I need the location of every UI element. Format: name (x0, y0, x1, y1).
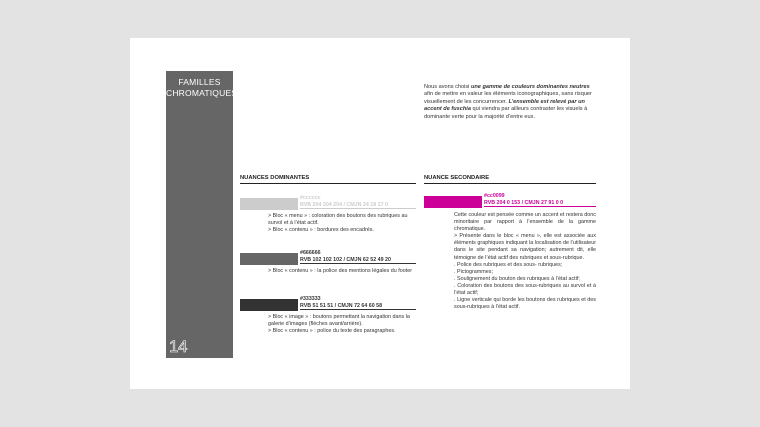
swatch-mid-desc-1: > Bloc « contenu » : la police des mentions légales du footer (268, 268, 412, 274)
swatch-light-desc (268, 213, 416, 234)
section-title-line2: CHROMATIQUES (166, 88, 238, 98)
swatch-light-desc-1: > Bloc « menu » : coloration des boutons des rubriques au survol et à l’état actif. (268, 213, 408, 227)
accent-desc-2: > Présente dans le bloc « menu », elle est associée aux éléments graphiques indiquant la localisation de l’utilisateur dans le site pendant sa navigation; autrement dit, elle témoigne de l’état actif des rubriques et sous-rubrique. (454, 233, 596, 261)
accent-desc-1: Cette couleur est pensée comme un accent et restera donc minoritaire par rapport à l’ensemble de la gamme chromatique. (454, 212, 596, 233)
swatch-dark-desc-2: > Bloc « contenu » : police du texte des paragraphes. (268, 328, 396, 335)
swatch-light-desc-2: > Bloc « contenu » : bordures des encadrés. (268, 227, 374, 234)
document-page (130, 38, 630, 389)
heading-secondary: NUANCE SECONDAIRE (424, 175, 596, 184)
swatch-accent (424, 196, 482, 208)
swatch-dark-desc-1: > Bloc « image » : boutons permettant la navigation dans la galerie d’images (flèches avant/arrière). (268, 314, 410, 328)
intro-text-2: afin de mettre en valeur les éléments iconographiques, sans risquer visuellement de les concurrencer. (424, 91, 592, 105)
section-title (166, 77, 238, 99)
swatch-dark (240, 299, 298, 311)
swatch-light-codes (300, 195, 416, 209)
swatch-light (240, 198, 298, 210)
swatch-light-block (240, 195, 416, 255)
swatch-dark-block (240, 296, 416, 356)
heading-dominant: NUANCES DOMINANTES (240, 175, 416, 184)
intro-text-1: Nous avons choisi (424, 84, 471, 90)
swatch-accent-values: RVB 204 0 153 / CMJN 27 91 0 0 (484, 199, 564, 206)
swatch-mid-hex: #666666 (300, 250, 321, 256)
accent-desc-6: . Coloration des boutons des sous-rubriques au survol et à l’état actif; (454, 282, 596, 297)
swatch-light-values: RVB 204 204 204 / CMJN 24 18 17 0 (300, 201, 388, 208)
page-number: 14 (169, 337, 187, 356)
intro-bold-1: une gamme de couleurs dominantes neutres (470, 84, 590, 90)
swatch-accent-hex: #cc0099 (484, 193, 505, 199)
swatch-dark-codes (300, 296, 416, 310)
accent-desc-7: . Ligne verticale qui borde les boutons des rubriques et des sous-rubriques à l’état actif. (454, 297, 596, 311)
swatch-light-hex: #cccccc (300, 195, 321, 201)
accent-desc-3: . Police des rubriques et des sous- rubriques; (454, 261, 563, 268)
swatch-accent-block (424, 193, 596, 211)
swatch-mid-codes (300, 250, 416, 264)
accent-desc-5: . Soulignement du bouton des rubriques à l’état actif; (454, 275, 580, 282)
swatch-mid-desc (268, 268, 416, 275)
intro-text-3: qui viendra par ailleurs contraster les visuels à dominante verte pour la majorité d’entre eux. (424, 106, 588, 120)
swatch-dark-values: RVB 51 51 51 / CMJN 72 64 60 58 (300, 302, 383, 309)
swatch-dark-hex: #333333 (300, 296, 321, 302)
swatch-mid (240, 253, 298, 265)
swatch-dark-desc (268, 314, 416, 335)
swatch-accent-desc (454, 212, 596, 311)
swatch-accent-codes (484, 193, 596, 207)
section-sidebar (166, 71, 238, 358)
swatch-mid-block (240, 250, 416, 290)
section-title-line1: FAMILLES (178, 77, 221, 87)
swatch-mid-values: RVB 102 102 102 / CMJN 62 52 49 20 (300, 256, 391, 263)
intro-bold-2: L’ensemble est relevé par un accent de fuschia (424, 98, 585, 113)
accent-desc-4: . Pictogrammes; (454, 268, 493, 275)
intro-paragraph (424, 84, 596, 121)
